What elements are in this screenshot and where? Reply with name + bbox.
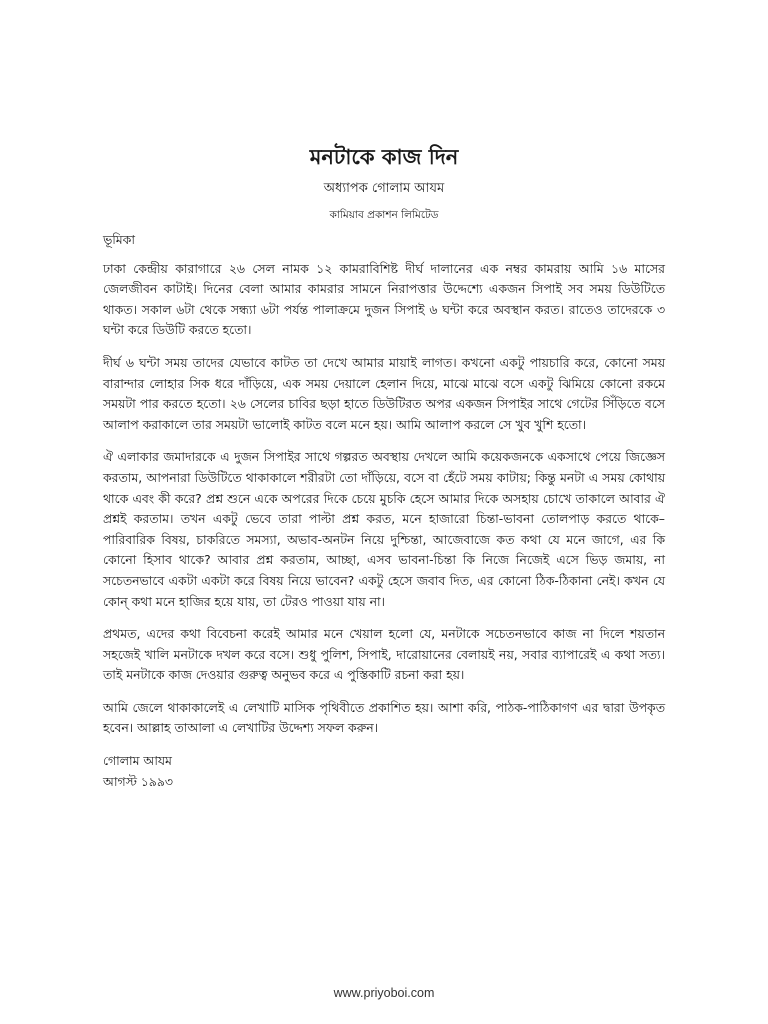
preface-paragraph-4: প্রথমত, এদের কথা বিবেচনা করেই আমার মনে খেয়াল হলো যে, মনটাকে সচেতনভাবে কাজ না দিলে শয়তান সহজেই খালি মনটাকে দখল করে বসে। শুধু পুলিশ, সিপাই, দারোয়ানের বেলায়ই নয়, সবার ব্যাপারেই এ কথা সত্য। তাই মনটাকে কাজ দেওয়ার গুরুত্ব অনুভব করে এ পুস্তিকাটি রচনা করা হয়। [103, 626, 665, 683]
publisher-name: কামিয়াব প্রকাশন লিমিটেড [329, 209, 439, 221]
footer-website-link[interactable]: www.priyoboi.com [333, 986, 435, 1000]
preface-paragraph-1: ঢাকা কেন্দ্রীয় কারাগারে ২৬ সেল নামক ১২ কামরাবিশিষ্ট দীর্ঘ দালানের এক নম্বর কামরায় আমি ১৬ মাসের জেলজীবন কাটাই। দিনের বেলা আমার কামরার সামনে নিরাপত্তার উদ্দেশ্যে একজন সিপাই সব সময় ডিউটিতে থাকত। সকাল ৬টা থেকে সন্ধ্যা ৬টা পর্যন্ত পালাক্রমে দুজন সিপাই ৬ ঘন্টা করে অবস্থান করত। রাতেও তাদেরকে ৩ ঘন্টা করে ডিউটি করতে হতো। [103, 260, 665, 338]
preface-paragraph-2: দীর্ঘ ৬ ঘন্টা সময় তাদের যেভাবে কাটত তা দেখে আমার মায়াই লাগত। কখনো একটু পায়চারি করে, কোনো সময় বারান্দার লোহার সিক ধরে দাঁড়িয়ে, এক সময় দেয়ালে হেলান দিয়ে, মাঝে মাঝে বসে একটু ঝিমিয়ে কোনো রকমে সময়টা পার করতে হতো। ২৬ সেলের চাবির ছড়া হাতে ডিউটিরত অপর একজন সিপাইর সাথে গেটের সিঁড়িতে বসে আলাপ করাকালে তার সময়টা ভালোই কাটত বলে মনে হয়। আমি আলাপ করলে সে খুব খুশি হতো। [103, 354, 665, 432]
signature-date: আগস্ট ১৯৯৩ [103, 773, 173, 789]
preface-section [103, 230, 665, 792]
preface-paragraph-3: ঐ এলাকার জমাদারকে এ দুজন সিপাইর সাথে গল্পরত অবস্থায় দেখলে আমি কয়েকজনকে একসাথে পেয়ে জিজ্ঞেস করতাম, আপনারা ডিউটিতে থাকাকালে শরীরটা তো দাঁড়িয়ে, বসে বা হেঁটে সময় কাটায়; কিন্তু মনটা এ সময় কোথায় থাকে এবং কী করে? প্রশ্ন শুনে একে অপরের দিকে চেয়ে মুচকি হেসে আমার দিকে অসহায় চোখে তাকালে আবার ঐ প্রশ্নই করতাম। তখন একটু ভেবে তারা পাল্টা প্রশ্ন করত, মনে হাজারো চিন্তা-ভাবনা তোলপাড় করতে থাকে– পারিবারিক বিষয়, চাকরিতে সমস্যা, অভাব-অনটন নিয়ে দুশ্চিন্তা, আজেবাজে কত কথা যে মনে জাগে, এর কি কোনো হিসাব থাকে? আবার প্রশ্ন করতাম, আচ্ছা, এসব ভাবনা-চিন্তা কি নিজে নিজেই এসে ভিড় জমায়, না সচেতনভাবে একটা একটা করে বিষয় নিয়ে ভাবেন? একটু হেসে জবাব দিত, এর কোনো ঠিক-ঠিকানা নেই। কখন যে কোন্ কথা মনে হাজির হয়ে যায়, তা টেরও পাওয়া যায় না। [103, 449, 665, 609]
preface-paragraph-5: আমি জেলে থাকাকালেই এ লেখাটি মাসিক পৃথিবীতে প্রকাশিত হয়। আশা করি, পাঠক-পাঠিকাগণ এর দ্বারা উপকৃত হবেন। আল্লাহ তাআলা এ লেখাটির উদ্দেশ্য সফল করুন। [103, 699, 665, 736]
author-name: অধ্যাপক গোলাম আযম [323, 181, 445, 196]
book-title: মনটাকে কাজ দিন [309, 145, 459, 169]
signature-name: গোলাম আযম [103, 753, 172, 769]
preface-heading: ভূমিকা [103, 232, 135, 247]
